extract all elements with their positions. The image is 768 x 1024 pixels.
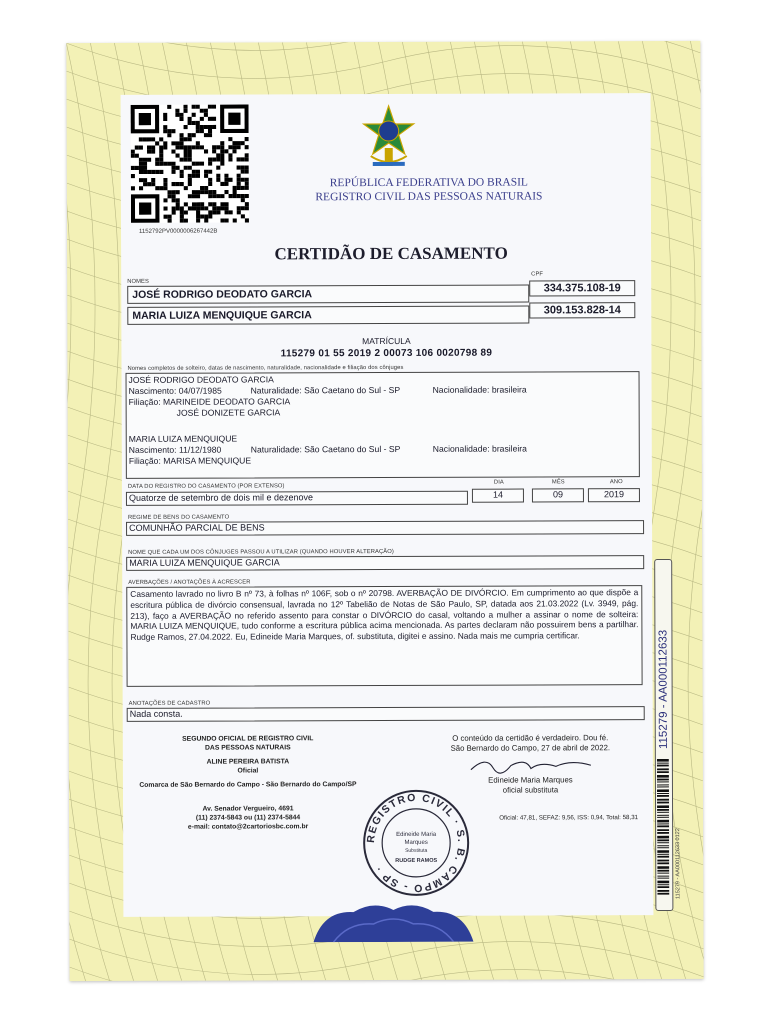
qr-code: [131, 104, 249, 222]
certificate-content: [121, 93, 654, 917]
year-label: ANO: [609, 479, 623, 486]
spouses-details-box: [126, 371, 640, 479]
office-email: e-mail: contato@2cartoriosbc.com.br: [187, 823, 309, 831]
qr-code-id: 1152792PV0000006267442B: [139, 228, 218, 235]
registro-label: DATA DO REGISTRO DO CASAMENTO (POR EXTENSO): [127, 483, 285, 490]
averbacoes-text: Casamento lavrado no livro B nº 73, à folhas nº 106F, sob o nº 20798. AVERBAÇÃO DE DIVÓRCIO. Em cumprimento ao que dispõe a escritura pública de divórcio consensual, lavrada no 12º Tabelião de Notas de São Paulo, SP, datada aos 21.03.2022 (Lv. 3949, pág. 213), faço a AVERBAÇÃO no referido assento para constar o DIVÓRCIO do casal, voltando a mulher a assinar o nome de solteira: MARIA LUIZA MENQUIQUE, tudo conforme a escritura pública acima mencionada. As partes declaram não possuirem bens a partilhar. Rudge Ramos, 27.04.2022. Eu, Edineide Maria Marques, of. substituta, digitei e assino. Nada mais me cumpria certificar.: [126, 585, 642, 687]
registro-month: 09: [532, 488, 584, 502]
stamp-inner-1: Edineide Maria: [396, 831, 437, 838]
office-line-1: SEGUNDO OFICIAL DE REGISTRO CIVIL: [182, 735, 314, 743]
spouse2-name: MARIA LUIZA MENQUIQUE GARCIA: [127, 305, 529, 324]
spouse1-cpf: 334.375.108-19: [529, 280, 635, 296]
spouse1-naturality: Naturalidade: São Caetano do Sul - SP: [250, 384, 401, 396]
officer-name: ALINE PEREIRA BATISTA: [206, 758, 290, 766]
office-line-2: DAS PESSOAS NATURAIS: [205, 744, 291, 752]
stamp-ring-text: REGISTRO CIVIL · S. B. CAMPO - SP ·: [364, 791, 468, 895]
coat-of-arms-icon: [359, 104, 419, 170]
spouse2-birth: Nascimento: 11/12/1980: [128, 444, 222, 455]
republic-name: REPÚBLICA FEDERATIVA DO BRASIL: [329, 176, 528, 190]
cpf-label: CPF: [531, 271, 544, 278]
spouse2-nationality: Nacionalidade: brasileira: [432, 443, 527, 454]
signature: [430, 753, 630, 776]
registry-stamp: [361, 788, 471, 898]
strip-small-code: 115279 - AA000112633 0122: [675, 828, 682, 899]
registry-name: REGISTRO CIVIL DAS PESSOAS NATURAIS: [315, 190, 543, 204]
certificate-paper: [66, 41, 703, 981]
fees: Oficial: 47,81, SEFAZ: 9,56, ISS: 0,94, Total: 58,31: [499, 814, 639, 822]
blue-seal: [303, 902, 483, 943]
cadastro-label: ANOTAÇÕES DE CADASTRO: [128, 700, 211, 707]
spouse2-full-name: MARIA LUIZA MENQUIQUE: [128, 433, 238, 444]
matricula-label: MATRÍCULA: [362, 335, 411, 347]
stamp-inner-3: Substituta: [405, 847, 428, 854]
comarca: Comarca de São Bernardo do Campo - São Bernardo do Campo/SP: [139, 781, 357, 789]
stamp-inner-2: Marques: [404, 839, 428, 846]
names-label: NOMES: [127, 278, 149, 285]
registro-date-text: Quatorze de setembro de dois mil e dezenove: [126, 491, 468, 506]
regime-label: REGIME DE BENS DO CASAMENTO: [128, 514, 230, 521]
signer-name: Edineide Maria Marques: [488, 775, 573, 785]
month-label: MÊS: [551, 479, 565, 486]
signer-role: oficial substituta: [502, 785, 559, 795]
barcode: [657, 759, 669, 895]
attest-line-1: O conteúdo da certidão é verdadeiro. Dou fé.: [452, 733, 609, 743]
averbacoes-label: AVERBAÇÕES / ANOTAÇÕES À ACRESCER: [128, 579, 251, 586]
strip-code: 115279 - AA000112633: [657, 629, 670, 750]
spouse2-naturality: Naturalidade: São Caetano do Sul - SP: [250, 443, 401, 455]
spouse2-filiation: Filiação: MARISA MENQUIQUE: [128, 455, 252, 466]
cadastro-value: Nada consta.: [127, 706, 645, 722]
registro-day: 14: [472, 489, 524, 503]
details-label: Nomes completos de solteiro, datas de nascimento, naturalidade, nacionalidade e filiação dos cônjuges: [127, 364, 404, 372]
name-used-value: MARIA LUIZA MENQUIQUE GARCIA: [126, 555, 644, 571]
office-address: Av. Senador Vergueiro, 4691: [202, 805, 294, 813]
spouse1-nationality: Nacionalidade: brasileira: [432, 384, 527, 395]
regime-value: COMUNHÃO PARCIAL DE BENS: [126, 520, 644, 536]
spouse1-filiation: Filiação: MARINEIDE DEODATO GARCIA: [128, 396, 291, 407]
stamp-inner-4: RUDGE RAMOS: [395, 857, 438, 864]
matricula-number: 115279 01 55 2019 2 00073 106 0020798 89: [280, 347, 493, 360]
day-label: DIA: [493, 479, 504, 486]
spouse1-full-name: JOSÉ RODRIGO DEODATO GARCIA: [128, 374, 274, 385]
officer-role: Oficial: [237, 767, 259, 775]
spouse1-name: JOSÉ RODRIGO DEODATO GARCIA: [127, 284, 529, 303]
spouse1-birth: Nascimento: 04/07/1985: [128, 385, 222, 396]
attest-date: São Bernardo do Campo, 27 de abril de 2022.: [450, 743, 611, 753]
registry-office-block: [123, 734, 373, 832]
registro-year: 2019: [588, 488, 640, 502]
issuer-header: [269, 175, 589, 204]
document-title: CERTIDÃO DE CASAMENTO: [274, 243, 508, 264]
name-used-label: NOME QUE CADA UM DOS CÔNJUGES PASSOU A UTILIZAR (QUANDO HOUVER ALTERAÇÃO): [128, 548, 394, 556]
office-phones: (11) 2374-5843 ou (11) 2374-5844: [195, 814, 301, 822]
security-strip: [652, 559, 687, 909]
spouse2-cpf: 309.153.828-14: [529, 302, 635, 318]
spouse1-filiation-2: JOSÉ DONIZETE GARCIA: [176, 407, 281, 418]
